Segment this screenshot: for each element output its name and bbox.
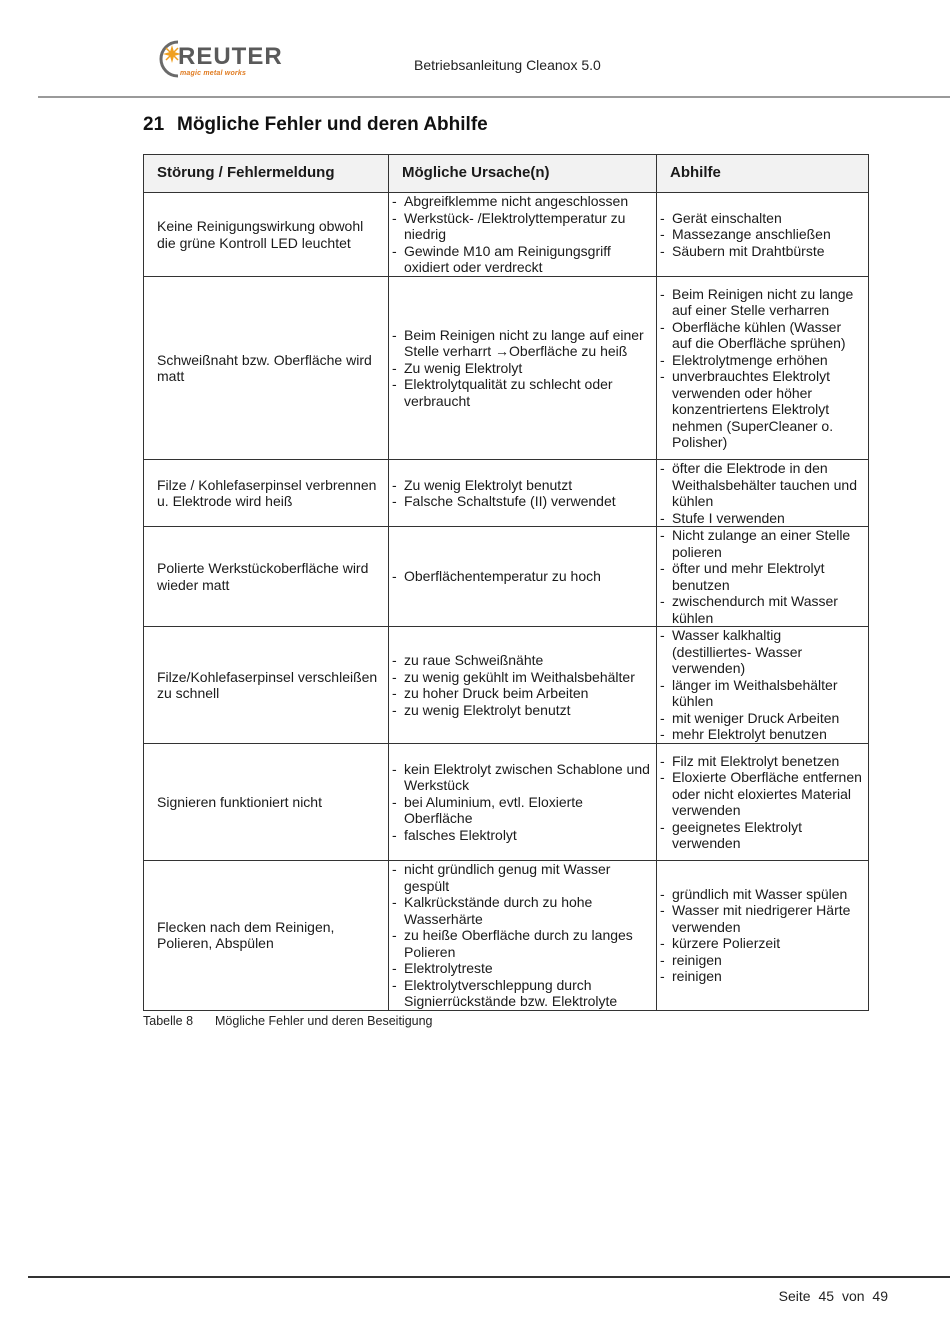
remedy-cell — [657, 861, 869, 1011]
cause-item: - Beim Reinigen nicht zu lange auf einer Stelle verharrt →Oberfläche zu heiß — [392, 327, 652, 360]
remedy-item: - gründlich mit Wasser spülen — [660, 886, 864, 903]
cause-item: - zu heiße Oberfläche durch zu langes Polieren — [392, 927, 652, 960]
cause-item: - Elektrolytqualität zu schlecht oder verbraucht — [392, 376, 652, 409]
column-header-remedy: Abhilfe — [657, 155, 869, 193]
page-word: Seite — [778, 1288, 811, 1304]
cause-item: - Elektrolytverschleppung durch Signierrückstände bzw. Elektrolyte — [392, 977, 652, 1010]
remedy-item: - reinigen — [660, 968, 864, 985]
cause-cell — [389, 460, 657, 527]
cause-item: - Abgreifklemme nicht angeschlossen — [392, 193, 652, 210]
cause-item: - zu raue Schweißnähte — [392, 652, 652, 669]
cause-item: - zu wenig gekühlt im Weithalsbehälter — [392, 669, 652, 686]
table-row — [144, 460, 869, 527]
company-logo — [152, 36, 284, 82]
cause-cell — [389, 861, 657, 1011]
caption-label: Tabelle 8 — [143, 1014, 194, 1028]
troubleshooting-table — [143, 154, 869, 1011]
cause-item: - Werkstück- /Elektrolyttemperatur zu niedrig — [392, 210, 652, 243]
document-title: Betriebsanleitung Cleanox 5.0 — [414, 57, 601, 73]
remedy-cell — [657, 744, 869, 861]
fault-cell: Filze/Kohlefaserpinsel verschleißen zu schnell — [144, 627, 389, 744]
column-header-cause: Mögliche Ursache(n) — [389, 155, 657, 193]
table-row — [144, 861, 869, 1011]
table-row — [144, 277, 869, 460]
remedy-item: - öfter die Elektrode in den Weithalsbehälter tauchen und kühlen — [660, 460, 864, 510]
remedy-item: - Massezange anschließen — [660, 226, 864, 243]
footer-divider — [28, 1276, 950, 1278]
remedy-item: - Stufe I verwenden — [660, 510, 864, 527]
cause-item: - Zu wenig Elektrolyt benutzt — [392, 477, 652, 494]
table-row — [144, 193, 869, 277]
table-row — [144, 744, 869, 861]
cause-cell — [389, 744, 657, 861]
cause-item: - Elektrolytreste — [392, 960, 652, 977]
page-total: 49 — [872, 1288, 888, 1304]
remedy-item: - öfter und mehr Elektrolyt benutzen — [660, 560, 864, 593]
remedy-item: - Säubern mit Drahtbürste — [660, 243, 864, 260]
remedy-item: - zwischendurch mit Wasser kühlen — [660, 593, 864, 626]
cause-item: - Zu wenig Elektrolyt — [392, 360, 652, 377]
cause-cell — [389, 527, 657, 627]
remedy-item: - reinigen — [660, 952, 864, 969]
remedy-item: - Filz mit Elektrolyt benetzen — [660, 753, 864, 770]
remedy-item: - Wasser kalkhaltig (destilliertes- Wasser verwenden) — [660, 627, 864, 677]
remedy-item: - mehr Elektrolyt benutzen — [660, 726, 864, 743]
remedy-cell — [657, 193, 869, 277]
cause-item: - Kalkrückstände durch zu hohe Wasserhärte — [392, 894, 652, 927]
page-footer — [775, 1288, 888, 1304]
cause-item: - Oberflächentemperatur zu hoch — [392, 568, 652, 585]
table-caption — [143, 1014, 433, 1028]
table-header-row — [144, 155, 869, 193]
of-word: von — [841, 1288, 865, 1304]
cause-item: - zu hoher Druck beim Arbeiten — [392, 685, 652, 702]
cause-item: - Falsche Schaltstufe (II) verwendet — [392, 493, 652, 510]
fault-cell: Polierte Werkstückoberfläche wird wieder matt — [144, 527, 389, 627]
cause-cell — [389, 627, 657, 744]
remedy-cell — [657, 627, 869, 744]
remedy-item: - Beim Reinigen nicht zu lange auf einer Stelle verharren — [660, 286, 864, 319]
header-divider — [38, 96, 950, 98]
remedy-item: - Wasser mit niedrigerer Härte verwenden — [660, 902, 864, 935]
fault-cell: Schweißnaht bzw. Oberfläche wird matt — [144, 277, 389, 460]
caption-text: Mögliche Fehler und deren Beseitigung — [215, 1014, 433, 1028]
remedy-cell — [657, 277, 869, 460]
cause-item: - zu wenig Elektrolyt benutzt — [392, 702, 652, 719]
logo-tagline: magic metal works — [180, 70, 247, 77]
cause-item: - falsches Elektrolyt — [392, 827, 652, 844]
section-heading — [143, 114, 488, 136]
page-current: 45 — [818, 1288, 835, 1304]
remedy-item: - kürzere Polierzeit — [660, 935, 864, 952]
remedy-item: - länger im Weithalsbehälter kühlen — [660, 677, 864, 710]
remedy-item: - Gerät einschalten — [660, 210, 864, 227]
cause-item: - kein Elektrolyt zwischen Schablone und Werkstück — [392, 761, 652, 794]
remedy-item: - unverbrauchtes Elektrolyt verwenden oder höher konzentriertens Elektrolyt nehmen (SuperCleaner o. Polisher) — [660, 368, 864, 451]
remedy-item: - Oberfläche kühlen (Wasser auf die Oberfläche sprühen) — [660, 319, 864, 352]
column-header-fault: Störung / Fehlermeldung — [144, 155, 389, 193]
remedy-item: - geeignetes Elektrolyt verwenden — [660, 819, 864, 852]
section-title-text: Mögliche Fehler und deren Abhilfe — [177, 114, 488, 135]
remedy-cell — [657, 460, 869, 527]
table-row — [144, 627, 869, 744]
cause-cell — [389, 277, 657, 460]
cause-item: - bei Aluminium, evtl. Eloxierte Oberfläche — [392, 794, 652, 827]
remedy-item: - Elektrolytmenge erhöhen — [660, 352, 864, 369]
logo-wordmark: REUTER — [178, 43, 283, 70]
cause-item: - nicht gründlich genug mit Wasser gespült — [392, 861, 652, 894]
table-row — [144, 527, 869, 627]
remedy-item: - Eloxierte Oberfläche entfernen oder nicht eloxiertes Material verwenden — [660, 769, 864, 819]
fault-cell: Keine Reinigungswirkung obwohl die grüne Kontroll LED leuchtet — [144, 193, 389, 277]
cause-item: - Gewinde M10 am Reinigungsgriff oxidiert oder verdreckt — [392, 243, 652, 276]
remedy-item: - mit weniger Druck Arbeiten — [660, 710, 864, 727]
fault-cell: Filze / Kohlefaserpinsel verbrennen u. Elektrode wird heiß — [144, 460, 389, 527]
remedy-cell — [657, 527, 869, 627]
fault-cell: Flecken nach dem Reinigen, Polieren, Abspülen — [144, 861, 389, 1011]
cause-cell — [389, 193, 657, 277]
fault-cell: Signieren funktioniert nicht — [144, 744, 389, 861]
section-number: 21 — [143, 114, 165, 135]
remedy-item: - Nicht zulange an einer Stelle polieren — [660, 527, 864, 560]
